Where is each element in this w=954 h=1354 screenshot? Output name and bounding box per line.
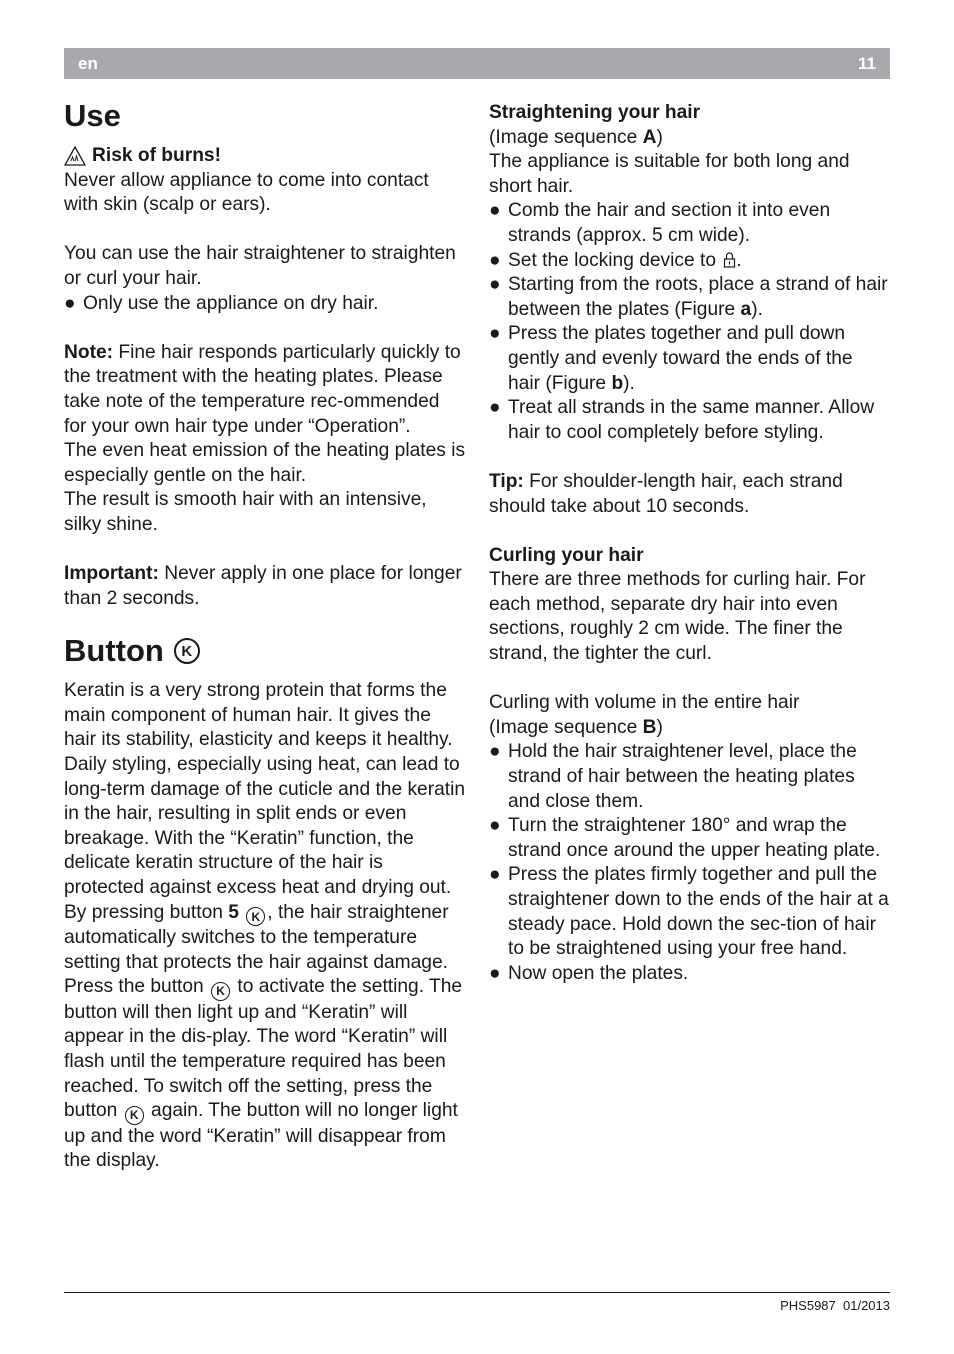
image-sequence-a [489,126,889,151]
list-item [489,396,889,445]
list-item [489,814,889,863]
language-label: en [78,54,98,73]
curling-intro: There are three methods for curling hair. For each method, separate dry hair into even sections, roughly 2 cm wide. The finer the strand, the tighter the curl. [489,569,866,665]
bullet-text: Now open the plates. [508,962,689,984]
list-item [489,199,889,248]
page-header [64,48,890,79]
button-heading [64,633,466,669]
bullet-icon: ● [489,249,501,271]
bullet-text-end: . [736,249,742,271]
bullet-icon: ● [489,864,501,886]
bullet-text: Set the locking device to [508,249,722,271]
important-text: Never apply in one place for longer than 2 seconds. [64,563,462,609]
straightening-heading: Straightening your hair [489,102,701,123]
use-heading: Use [64,98,121,133]
left-column [64,92,466,1174]
model-number: PHS5987 [780,1298,836,1313]
note-text: Fine hair responds particularly quickly to the treatment with the heating plates. Please take note of the temperature rec-ommended for your own hair type under “Operation”. [64,341,461,437]
straightening-intro: The appliance is suitable for both long and short hair. [489,151,850,197]
bullet-text: Press the plates firmly together and pull the straightener down to the ends of the hair at a steady pace. Hold down the sec-tion of hair to be straightened using your free hand. [508,864,889,960]
page-number: 11 [858,54,876,73]
tip-label: Tip: [489,470,524,492]
keratin-k-icon: K [174,638,200,664]
list-item [489,322,889,396]
keratin-k-icon: K [211,982,230,1001]
bullet-text: Turn the straightener 180° and wrap the strand once around the upper heating plate. [508,815,881,861]
lock-icon [723,251,736,268]
publication-date: 01/2013 [843,1298,890,1313]
important-label: Important: [64,563,159,585]
list-item [489,273,889,322]
keratin-k-icon: K [246,907,265,926]
image-sequence-b [489,716,889,741]
button-title: Button [64,633,164,669]
list-item [489,740,889,814]
tip-paragraph [489,470,889,519]
note-paragraph [64,341,466,439]
list-item [489,863,889,961]
even-heat-text: The even heat emission of the heating plates is especially gentle on the hair. [64,440,466,486]
bullet-icon: ● [489,323,501,345]
bullet-text: Starting from the roots, place a strand of hair between the plates (Figure [508,274,888,320]
warning-heading [64,144,466,169]
warning-title: Risk of burns! [92,145,221,166]
bullet-icon: ● [489,815,501,837]
button-number: 5 [228,901,239,923]
footer [780,1298,890,1313]
figure-ref: b [611,372,624,394]
curling-heading: Curling your hair [489,544,644,566]
curling-volume-heading: Curling with volume in the entire hair [489,692,800,714]
keratin-text-2: , the hair straightener automatically switches to the temperature setting that protects the hair against damage. Press the button [64,901,449,998]
keratin-k-icon: K [125,1106,144,1125]
bullet-icon: ● [489,741,501,763]
intro-text: You can use the hair straightener to straighten or curl your hair. [64,243,456,289]
important-paragraph [64,562,466,611]
seq-letter: A [642,126,657,148]
list-item [489,962,889,987]
seq-letter: B [642,716,657,738]
keratin-paragraph [64,679,466,1174]
right-column [489,101,889,986]
bullet-text: Press the plates together and pull down gently and evenly toward the ends of the hair (Figure [508,323,853,394]
figure-suffix: ). [623,372,635,394]
bullet-text: Only use the appliance on dry hair. [83,292,379,314]
bullet-text: Comb the hair and section it into even strands (approx. 5 cm wide). [508,200,831,246]
figure-ref: a [740,298,752,320]
bullet-icon: ● [489,274,501,296]
note-label: Note: [64,341,114,363]
bullet-icon: ● [489,962,501,984]
keratin-text-3: to activate the setting. The button will then light up and “Keratin” will appear in the dis-play. The word “Keratin” will flash until the temperature required has been reached. To switch off the setting, press the button [64,976,463,1122]
footer-divider [64,1292,890,1293]
seq-prefix: (Image sequence [489,126,643,148]
bullet-text: Treat all strands in the same manner. Allow hair to cool completely before styling. [508,397,875,443]
seq-suffix: ) [656,716,663,738]
result-text: The result is smooth hair with an intensive, silky shine. [64,489,427,535]
bullet-text: Hold the hair straightener level, place the strand of hair between the heating plates and close them. [508,741,857,812]
seq-suffix: ) [656,126,663,148]
seq-prefix: (Image sequence [489,716,643,738]
tip-text: For shoulder-length hair, each strand should take about 10 seconds. [489,470,843,517]
list-item [489,249,889,274]
warning-icon [64,146,86,166]
bullet-icon: ● [489,200,501,222]
bullet-icon: ● [489,397,501,419]
figure-suffix: ). [751,298,763,320]
keratin-text-1: Keratin is a very strong protein that forms the main component of human hair. It gives the hair its stability, elasticity and keeps it healthy. Daily styling, especially using heat, can lead to long-term damage of the cuticle and the keratin in the hair, resulting in split ends or even breakage. With the “Keratin” function, the delicate keratin structure of the hair is protected against excess heat and drying out. By pressing button [64,680,466,923]
warning-text: Never allow appliance to come into contact with skin (scalp or ears). [64,169,429,216]
keratin-text-4: again. The button will no longer light up and the word “Keratin” will disappear from the display. [64,1100,458,1172]
bullet-icon: ● [64,292,76,314]
list-item [64,292,466,317]
